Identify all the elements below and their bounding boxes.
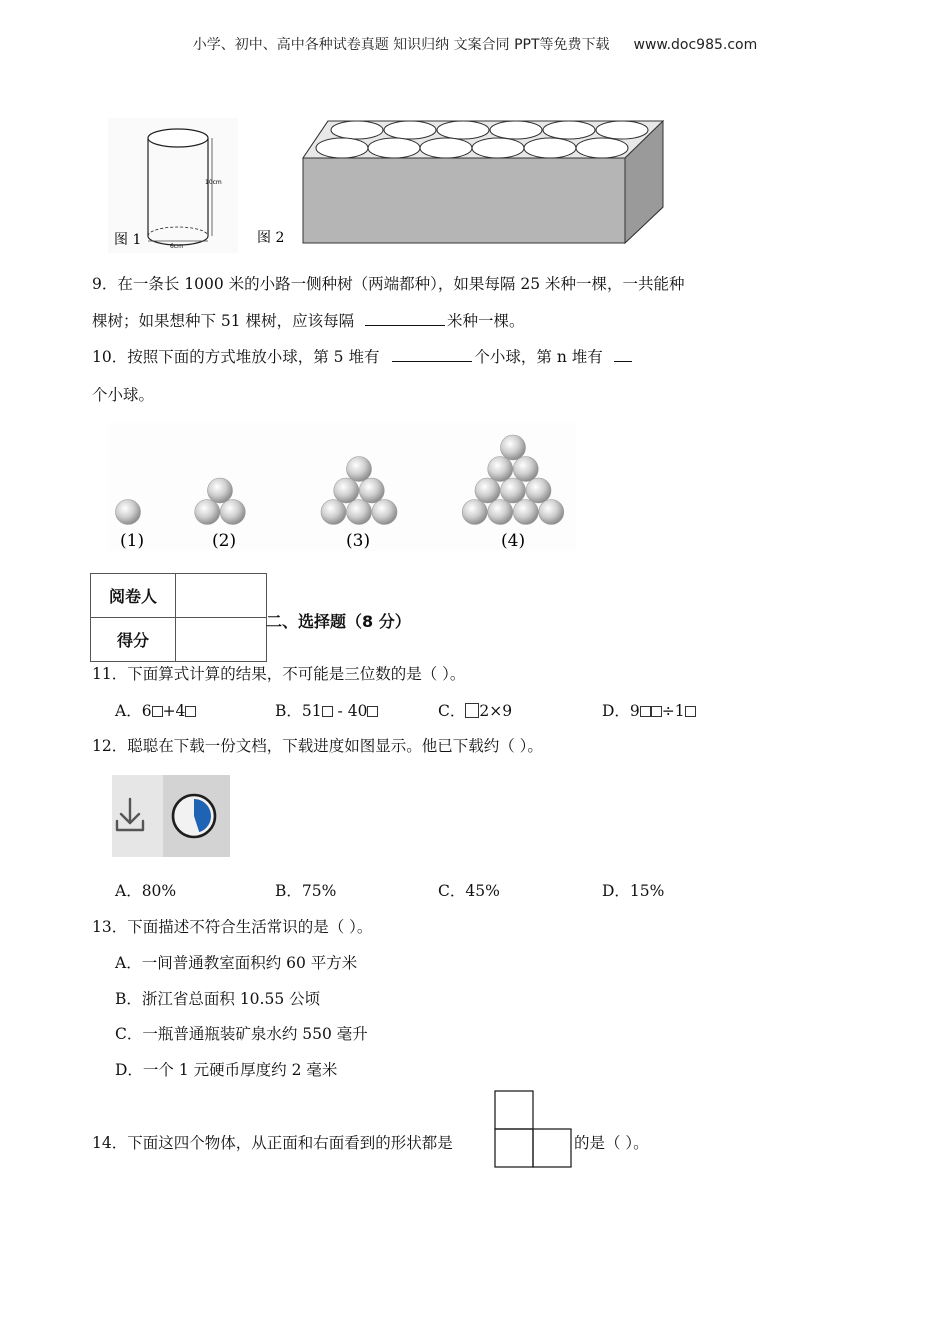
q9-line1: 9．在一条长 1000 米的小路一侧种树（两端都种），如果每隔 25 米种一棵，一共能种 bbox=[92, 275, 685, 293]
width-label: 6cm bbox=[170, 243, 183, 250]
ball-pile-4 bbox=[488, 457, 513, 482]
q11-d-mid: ÷1 bbox=[661, 702, 685, 720]
q11-option-c[interactable] bbox=[438, 699, 512, 721]
score-cell[interactable] bbox=[176, 618, 267, 662]
q10-line1-b: 个小球，第 n 堆有 bbox=[474, 348, 603, 366]
reviewer-cell[interactable] bbox=[176, 574, 267, 618]
digit-box-icon bbox=[685, 706, 696, 717]
cylinder-top-circle bbox=[331, 121, 383, 139]
q9-line2-b: 米种一棵。 bbox=[447, 312, 525, 330]
digit-box-icon bbox=[640, 706, 651, 717]
q10-line2: 个小球。 bbox=[92, 386, 155, 404]
ball-pile-3 bbox=[359, 478, 384, 503]
q12-option-a[interactable]: A．80% bbox=[115, 882, 177, 900]
shape-square-bottom-left bbox=[495, 1129, 533, 1167]
q12-option-b[interactable]: B．75% bbox=[275, 882, 337, 900]
q11-b-mid: - 40 bbox=[332, 702, 368, 720]
digit-box-icon bbox=[185, 706, 196, 717]
q9-line2-a: 棵树；如果想种下 51 棵树，应该每隔 bbox=[92, 312, 355, 330]
digit-box-icon bbox=[651, 706, 662, 717]
figure2-label: 图 2 bbox=[257, 230, 285, 246]
page-header bbox=[0, 34, 950, 54]
shape-square-top bbox=[495, 1091, 533, 1129]
ball-pile-3 bbox=[347, 500, 372, 525]
pile-label-4: (4) bbox=[501, 531, 526, 551]
q11-stem: 11．下面算式计算的结果，不可能是三位数的是（ ）。 bbox=[92, 665, 466, 683]
q14-stem-b: 的是（ ）。 bbox=[574, 1134, 649, 1152]
cylinder-figure bbox=[108, 118, 238, 253]
q11-option-d[interactable] bbox=[602, 699, 696, 721]
pile-label-1: (1) bbox=[120, 531, 145, 551]
q12-option-d[interactable]: D．15% bbox=[602, 882, 665, 900]
q13-option-b[interactable]: B．浙江省总面积 10.55 公顷 bbox=[115, 990, 321, 1008]
score-label: 得分 bbox=[91, 618, 176, 662]
q11-d-prefix: D．9 bbox=[602, 702, 640, 720]
reviewer-label: 阅卷人 bbox=[91, 574, 176, 618]
ball-pile-4 bbox=[513, 457, 538, 482]
ball-pile-3 bbox=[347, 457, 372, 482]
q13-option-c[interactable]: C．一瓶普通瓶装矿泉水约 550 毫升 bbox=[115, 1025, 368, 1043]
download-progress-figure bbox=[112, 775, 230, 857]
q9-answer-blank[interactable] bbox=[365, 311, 445, 326]
q11-a-mid: +4 bbox=[162, 702, 186, 720]
q11-c-prefix: C． bbox=[438, 702, 466, 720]
ball-pile-2 bbox=[220, 500, 245, 525]
section2-title: 二、选择题（8 分） bbox=[266, 612, 411, 631]
q11-b-prefix: B．51 bbox=[275, 702, 322, 720]
q14-stem-a: 14．下面这四个物体，从正面和右面看到的形状都是 bbox=[92, 1134, 453, 1152]
q10-answer-blank-1[interactable] bbox=[392, 347, 472, 362]
cylinder-top-circle bbox=[543, 121, 595, 139]
score-table bbox=[90, 573, 267, 662]
digit-box-icon bbox=[367, 706, 378, 717]
cylinder-top-circle bbox=[316, 138, 368, 158]
cylinder-top-circle bbox=[437, 121, 489, 139]
ball-pile-1 bbox=[116, 500, 141, 525]
q12-option-c[interactable]: C．45% bbox=[438, 882, 500, 900]
cylinder-top-circle bbox=[472, 138, 524, 158]
shape-square-bottom-right bbox=[533, 1129, 571, 1167]
ball-pile-4 bbox=[488, 500, 513, 525]
ball-pile-2 bbox=[208, 478, 233, 503]
q13-option-a[interactable]: A．一间普通教室面积约 60 平方米 bbox=[115, 954, 358, 972]
q10-answer-blank-2[interactable] bbox=[614, 347, 632, 362]
ball-pile-4 bbox=[475, 478, 500, 503]
q13-stem: 13．下面描述不符合生活常识的是（ ）。 bbox=[92, 918, 373, 936]
ball-pile-4 bbox=[501, 435, 526, 460]
height-label: 10cm bbox=[205, 179, 222, 186]
digit-box-icon bbox=[465, 703, 479, 718]
figure1-label: 图 1 bbox=[114, 232, 142, 248]
ball-pyramids-figure bbox=[108, 423, 576, 551]
q11-a-prefix: A．6 bbox=[115, 702, 152, 720]
ball-pile-4 bbox=[539, 500, 564, 525]
q9-line2 bbox=[92, 309, 525, 331]
view-shape-figure bbox=[494, 1090, 572, 1168]
q13-option-d[interactable]: D．一个 1 元硬币厚度约 2 毫米 bbox=[115, 1061, 338, 1079]
pile-label-2: (2) bbox=[212, 531, 237, 551]
cylinder-top-circle bbox=[368, 138, 420, 158]
ball-pile-3 bbox=[334, 478, 359, 503]
cylinder-top-circle bbox=[420, 138, 472, 158]
ball-pile-3 bbox=[321, 500, 346, 525]
q11-c-suffix: 2×9 bbox=[479, 702, 513, 720]
header-url: www.doc985.com bbox=[633, 37, 758, 53]
q12-stem: 12．聪聪在下载一份文档，下载进度如图显示。他已下载约（ ）。 bbox=[92, 737, 543, 755]
header-text: 小学、初中、高中各种试卷真题 知识归纳 文案合同 PPT等免费下载 bbox=[192, 37, 610, 53]
q11-option-a[interactable] bbox=[115, 699, 196, 721]
digit-box-icon bbox=[322, 706, 333, 717]
ball-pile-3 bbox=[372, 500, 397, 525]
ball-pile-4 bbox=[462, 500, 487, 525]
cylinder-top-circle bbox=[384, 121, 436, 139]
q11-option-b[interactable] bbox=[275, 699, 378, 721]
ball-pile-4 bbox=[501, 478, 526, 503]
pile-label-3: (3) bbox=[346, 531, 371, 551]
box-figure bbox=[255, 115, 665, 251]
q10-line1-a: 10．按照下面的方式堆放小球，第 5 堆有 bbox=[92, 348, 380, 366]
cylinder-top bbox=[148, 129, 208, 147]
digit-box-icon bbox=[152, 706, 163, 717]
cylinder-top-circle bbox=[490, 121, 542, 139]
ball-pile-4 bbox=[526, 478, 551, 503]
cylinder-top-circle bbox=[576, 138, 628, 158]
q10-line1 bbox=[92, 345, 632, 367]
ball-pile-2 bbox=[195, 500, 220, 525]
cylinder-top-circle bbox=[524, 138, 576, 158]
cylinder-top-circle bbox=[596, 121, 648, 139]
ball-pile-4 bbox=[513, 500, 538, 525]
